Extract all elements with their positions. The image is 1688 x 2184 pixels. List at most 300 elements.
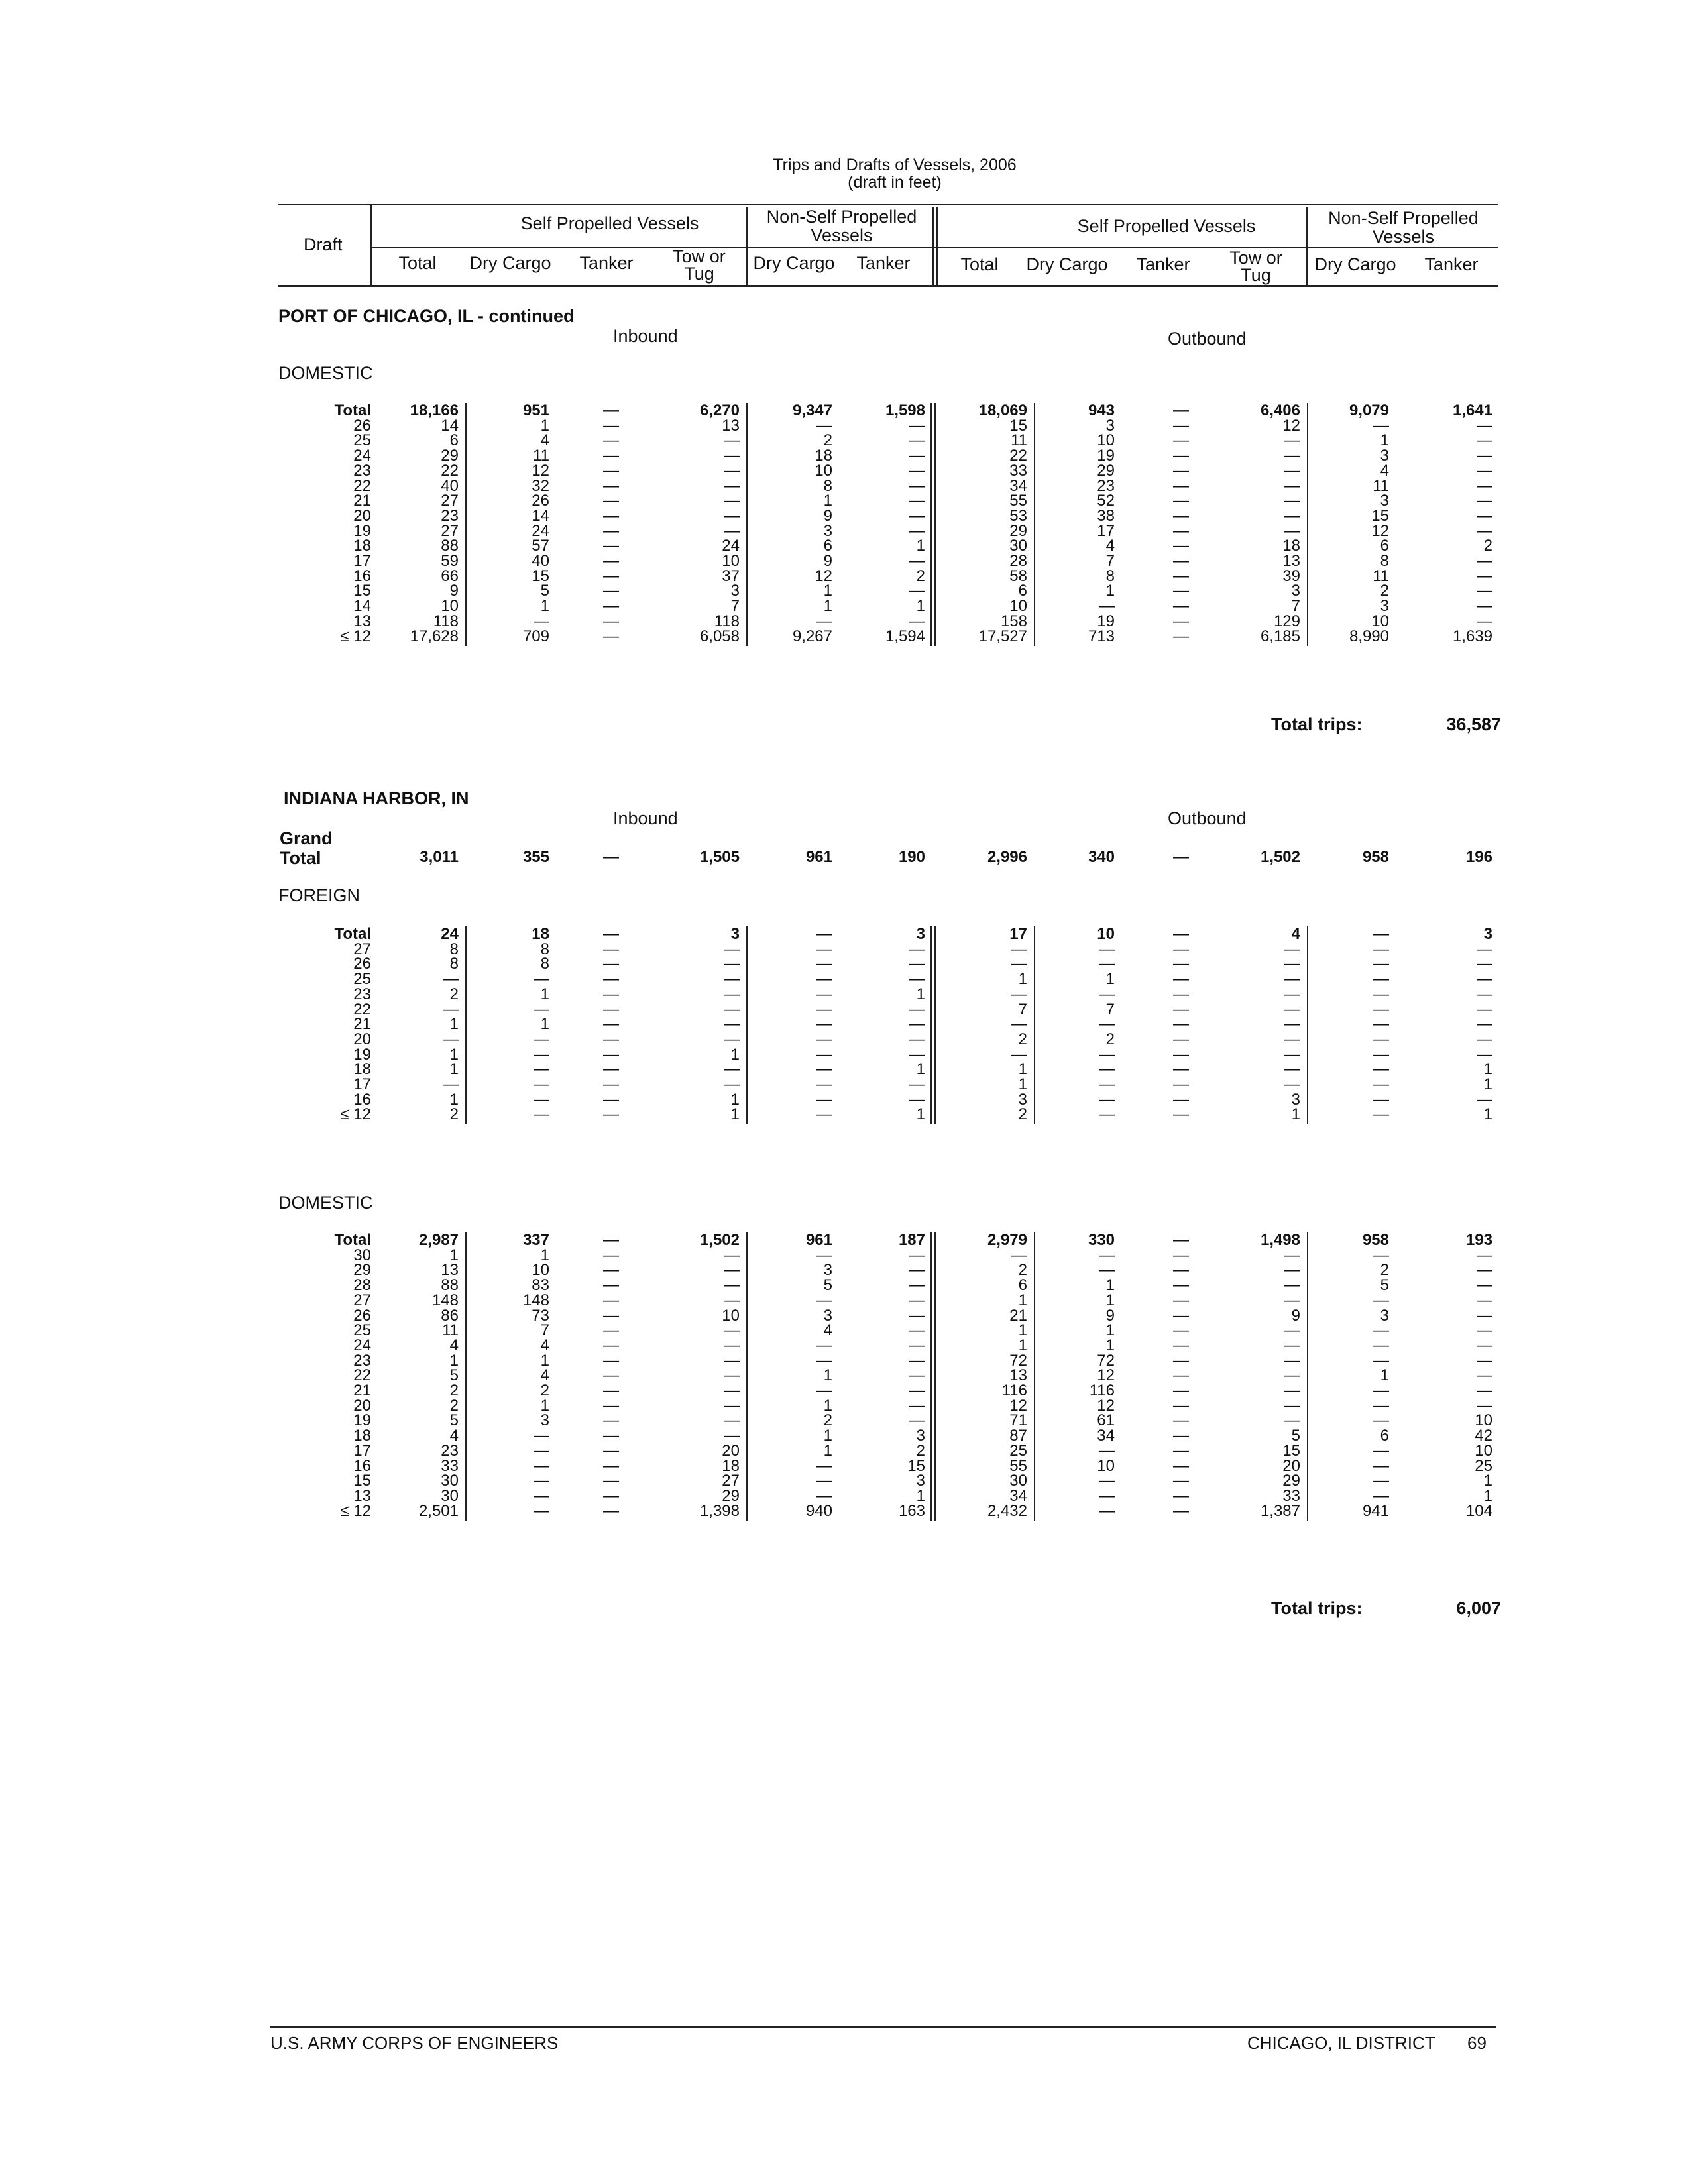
section-inbound-label: Inbound — [613, 326, 678, 346]
total-trips-label: Total trips: — [1271, 1598, 1363, 1618]
table-cell: — — [1373, 1246, 1389, 1264]
table-cell: — — [1173, 1366, 1189, 1385]
table-cell: — — [724, 985, 740, 1003]
grand-total-cell: 958 — [1362, 848, 1389, 866]
table-cell: 5 — [1291, 1427, 1300, 1445]
table-cell: — — [603, 925, 619, 943]
table-cell: 1 — [540, 416, 549, 435]
table-cell: — — [909, 970, 925, 989]
table-cell: 2 — [449, 1105, 459, 1124]
header-nsp-outbound-l2: Vessels — [1372, 227, 1435, 246]
draft-label: 16 — [353, 1090, 371, 1109]
table-cell: — — [1477, 1396, 1492, 1415]
table-cell: — — [724, 1075, 740, 1093]
table-cell: — — [909, 447, 925, 465]
table-cell: 1 — [540, 985, 549, 1003]
table-cell: — — [909, 476, 925, 495]
table-cell: 6 — [1380, 1427, 1389, 1445]
table-cell: — — [603, 1105, 619, 1124]
table-cell: 3 — [1105, 416, 1115, 435]
table-cell: 17 — [1009, 925, 1027, 943]
table-cell: — — [1284, 970, 1300, 989]
table-cell: 1,387 — [1260, 1502, 1300, 1520]
table-cell: — — [1284, 1336, 1300, 1354]
table-cell: — — [1373, 1030, 1389, 1048]
table-cell: 34 — [1009, 1486, 1027, 1505]
draft-label: 25 — [353, 431, 371, 450]
table-cell: 1 — [823, 1441, 832, 1460]
table-cell: — — [909, 552, 925, 570]
draft-label: 24 — [353, 447, 371, 465]
table-cell: — — [1477, 955, 1492, 973]
table-cell: — — [603, 627, 619, 645]
table-cell: 25 — [1475, 1456, 1492, 1475]
table-cell: — — [1284, 1261, 1300, 1280]
table-cell: 57 — [532, 537, 549, 555]
table-cell: 30 — [441, 1472, 459, 1490]
table-cell: — — [909, 1336, 925, 1354]
table-cell: 19 — [1097, 612, 1115, 630]
table-cell: — — [724, 1366, 740, 1385]
table-cell: — — [909, 940, 925, 958]
table-cell: 1 — [1018, 1291, 1027, 1309]
table-cell: — — [724, 492, 740, 510]
table-cell: — — [603, 1411, 619, 1430]
total-trips-value: 36,587 — [1446, 714, 1501, 734]
table-cell: 6,406 — [1260, 402, 1300, 419]
table-cell: 2 — [540, 1382, 549, 1399]
table-cell: 40 — [441, 476, 459, 495]
table-cell: — — [1099, 1075, 1115, 1093]
table-cell: — — [816, 1291, 832, 1309]
table-cell: — — [1373, 1456, 1389, 1475]
table-cell: — — [443, 1000, 459, 1018]
table-cell: — — [534, 1060, 549, 1079]
table-cell: 10 — [815, 461, 832, 480]
table-cell: 2 — [916, 567, 925, 585]
grand-total-cell: — — [603, 848, 619, 866]
table-cell: 1 — [1105, 970, 1115, 989]
table-cell: 1,398 — [699, 1502, 740, 1520]
table-cell: — — [1173, 582, 1189, 600]
draft-label: 21 — [353, 492, 371, 510]
table-cell: — — [1284, 1291, 1300, 1309]
table-cell: — — [1373, 1015, 1389, 1034]
table-cell: — — [443, 1075, 459, 1093]
table-cell: — — [1373, 1382, 1389, 1399]
table-cell: — — [816, 1472, 832, 1490]
draft-label: 14 — [353, 597, 371, 616]
table-cell: — — [1173, 461, 1189, 480]
table-cell: — — [1011, 1246, 1027, 1264]
table-cell: — — [1173, 627, 1189, 645]
table-cell: — — [1099, 1246, 1115, 1264]
table-cell: — — [816, 612, 832, 630]
draft-label: 25 — [353, 970, 371, 989]
table-cell: — — [534, 612, 549, 630]
table-cell: 10 — [441, 597, 459, 616]
table-cell: 2 — [1483, 537, 1492, 555]
table-cell: 10 — [532, 1261, 549, 1280]
table-cell: 15 — [907, 1456, 925, 1475]
table-cell: 10 — [1371, 612, 1389, 630]
grand-total-cell: 340 — [1088, 848, 1115, 866]
table-cell: 8 — [1380, 552, 1389, 570]
table-cell: — — [1373, 1396, 1389, 1415]
table-cell: — — [1173, 567, 1189, 585]
table-cell: — — [724, 1427, 740, 1445]
table-cell: 10 — [1475, 1411, 1492, 1430]
table-cell: 6,270 — [699, 402, 740, 419]
table-cell: 4 — [1105, 537, 1115, 555]
table-cell: 3 — [823, 1261, 832, 1280]
table-cell: — — [1173, 447, 1189, 465]
table-cell: 709 — [522, 627, 549, 645]
draft-label: 20 — [353, 506, 371, 525]
table-cell: 12 — [1097, 1396, 1115, 1415]
table-cell: 1 — [540, 597, 549, 616]
table-cell: 1 — [916, 1486, 925, 1505]
table-cell: 4 — [1291, 925, 1300, 943]
table-cell: 8 — [540, 940, 549, 958]
table-cell: 7 — [730, 597, 740, 616]
table-cell: 958 — [1362, 1231, 1389, 1249]
table-cell: — — [1099, 1060, 1115, 1079]
table-cell: — — [724, 1396, 740, 1415]
table-cell: 7 — [1105, 1000, 1115, 1018]
table-cell: — — [724, 1382, 740, 1399]
table-cell: — — [1477, 1246, 1492, 1264]
grand-total-cell: 961 — [805, 848, 832, 866]
draft-label: 16 — [353, 1456, 371, 1475]
draft-label: 19 — [353, 1411, 371, 1430]
table-cell: — — [1173, 506, 1189, 525]
table-cell: — — [1173, 1351, 1189, 1370]
table-cell: — — [1173, 597, 1189, 616]
table-cell: 10 — [1009, 597, 1027, 616]
table-cell: — — [1284, 940, 1300, 958]
table-cell: 29 — [722, 1486, 740, 1505]
table-cell: — — [1284, 1396, 1300, 1415]
table-cell: 25 — [1009, 1441, 1027, 1460]
table-cell: — — [443, 1030, 459, 1048]
table-cell: — — [534, 1456, 549, 1475]
column-divider — [930, 926, 936, 1124]
table-cell: 1,641 — [1452, 402, 1492, 419]
table-cell: 19 — [1097, 447, 1115, 465]
table-cell: — — [603, 402, 619, 419]
table-cell: 1 — [1105, 1321, 1115, 1340]
table-cell: 21 — [1009, 1306, 1027, 1325]
table-cell: 53 — [1009, 506, 1027, 525]
table-cell: 3 — [1380, 492, 1389, 510]
table-cell: — — [1099, 1502, 1115, 1520]
table-cell: 1 — [449, 1090, 459, 1109]
table-cell: — — [1284, 1075, 1300, 1093]
table-cell: — — [724, 940, 740, 958]
table-cell: — — [724, 431, 740, 450]
table-cell: 13 — [1282, 552, 1300, 570]
table-cell: 11 — [1011, 431, 1027, 450]
table-cell: — — [1373, 1336, 1389, 1354]
table-cell: — — [603, 447, 619, 465]
table-cell: 1 — [540, 1396, 549, 1415]
table-cell: 15 — [1371, 506, 1389, 525]
table-cell: — — [1173, 1276, 1189, 1295]
table-cell: 713 — [1088, 627, 1115, 645]
draft-label: 30 — [353, 1246, 371, 1264]
table-cell: 118 — [714, 612, 740, 630]
table-cell: — — [603, 1472, 619, 1490]
table-cell: — — [603, 567, 619, 585]
table-cell: 32 — [532, 476, 549, 495]
table-cell: 1 — [1483, 1472, 1492, 1490]
table-cell: — — [909, 506, 925, 525]
table-cell: 2 — [1018, 1030, 1027, 1048]
table-cell: 12 — [1282, 416, 1300, 435]
table-cell: — — [909, 416, 925, 435]
table-cell: 87 — [1009, 1427, 1027, 1445]
draft-label: Total — [334, 925, 371, 943]
table-cell: 39 — [1282, 567, 1300, 585]
col-header-dry-cargo-out: Dry Cargo — [1026, 254, 1108, 274]
table-cell: 71 — [1009, 1411, 1027, 1430]
table-cell: 2,979 — [987, 1231, 1027, 1249]
table-cell: 5 — [823, 1276, 832, 1295]
table-cell: — — [1477, 447, 1492, 465]
draft-label: 28 — [353, 1276, 371, 1295]
col-header-tow-out-l1: Tow or — [1229, 248, 1282, 268]
table-cell: 88 — [441, 537, 459, 555]
draft-label: 15 — [353, 582, 371, 600]
table-cell: 1 — [730, 1090, 740, 1109]
table-cell: 10 — [722, 552, 740, 570]
table-cell: 8,990 — [1349, 627, 1389, 645]
table-cell: 11 — [1373, 567, 1389, 585]
table-cell: — — [603, 970, 619, 989]
table-cell: — — [909, 1411, 925, 1430]
table-cell: 9,347 — [792, 402, 832, 419]
table-cell: — — [816, 1015, 832, 1034]
table-cell: — — [816, 1486, 832, 1505]
table-cell: — — [816, 925, 832, 943]
table-cell: — — [909, 582, 925, 600]
table-cell: — — [603, 1351, 619, 1370]
table-cell: — — [816, 1045, 832, 1064]
page-number: 69 — [1467, 2033, 1487, 2053]
table-cell: — — [1011, 1045, 1027, 1064]
table-cell: — — [603, 597, 619, 616]
table-cell: 3 — [1380, 1306, 1389, 1325]
table-cell: 17 — [1097, 521, 1115, 540]
draft-label: Total — [334, 1231, 371, 1249]
table-cell: 1 — [823, 597, 832, 616]
table-cell: — — [1173, 476, 1189, 495]
table-cell: 7 — [1018, 1000, 1027, 1018]
col-header-total-out: Total — [960, 254, 999, 274]
draft-label: 23 — [353, 1351, 371, 1370]
table-cell: 58 — [1009, 567, 1027, 585]
column-divider — [1034, 1232, 1035, 1521]
table-cell: 148 — [431, 1291, 459, 1309]
table-cell: — — [1099, 985, 1115, 1003]
draft-label: 17 — [353, 1075, 371, 1093]
table-cell: — — [603, 1382, 619, 1399]
table-cell: — — [816, 1105, 832, 1124]
table-cell: 1 — [1380, 431, 1389, 450]
table-cell: — — [534, 1502, 549, 1520]
table-cell: 1,639 — [1452, 627, 1492, 645]
table-cell: 3 — [1380, 597, 1389, 616]
table-cell: 3 — [823, 521, 832, 540]
draft-label: 26 — [353, 1306, 371, 1325]
table-cell: 86 — [441, 1306, 459, 1325]
table-cell: — — [534, 970, 549, 989]
table-cell: 55 — [1009, 1456, 1027, 1475]
table-cell: — — [724, 1000, 740, 1018]
table-cell: — — [534, 1486, 549, 1505]
table-cell: — — [1173, 1261, 1189, 1280]
table-cell: 18 — [722, 1456, 740, 1475]
draft-label: 13 — [353, 612, 371, 630]
table-cell: — — [1173, 1411, 1189, 1430]
table-cell: 11 — [1373, 476, 1389, 495]
table-cell: — — [1373, 940, 1389, 958]
table-cell: 1 — [916, 597, 925, 616]
total-trips-value: 6,007 — [1456, 1598, 1501, 1618]
table-cell: — — [1173, 1306, 1189, 1325]
table-cell: — — [909, 1261, 925, 1280]
draft-label: 18 — [353, 537, 371, 555]
table-cell: — — [1284, 1351, 1300, 1370]
table-cell: 59 — [441, 552, 459, 570]
grand-total-cell: — — [1173, 848, 1189, 866]
table-cell: 6,058 — [699, 627, 740, 645]
header-bottom-rule — [278, 285, 1498, 287]
table-cell: 1 — [1018, 1075, 1027, 1093]
table-cell: 42 — [1475, 1427, 1492, 1445]
table-cell: — — [1477, 1306, 1492, 1325]
table-cell: — — [1477, 1382, 1492, 1399]
table-cell: — — [909, 955, 925, 973]
draft-label: 23 — [353, 461, 371, 480]
table-cell: 17,527 — [978, 627, 1027, 645]
table-cell: — — [1173, 1090, 1189, 1109]
table-cell: — — [603, 521, 619, 540]
table-cell: 2 — [916, 1441, 925, 1460]
table-cell: — — [1173, 925, 1189, 943]
table-cell: — — [1477, 1366, 1492, 1385]
table-cell: 1 — [916, 1105, 925, 1124]
table-cell: — — [534, 1030, 549, 1048]
table-cell: 9 — [823, 506, 832, 525]
table-cell: 1 — [730, 1045, 740, 1064]
grand-total-cell: 1,505 — [699, 848, 740, 866]
header-draft: Draft — [304, 235, 343, 254]
table-cell: — — [816, 1060, 832, 1079]
table-cell: — — [724, 1351, 740, 1370]
table-cell: 6 — [1380, 537, 1389, 555]
table-cell: 24 — [722, 537, 740, 555]
table-cell: 9 — [823, 552, 832, 570]
draft-label: 26 — [353, 416, 371, 435]
table-cell: 2 — [449, 1396, 459, 1415]
footer-agency: U.S. ARMY CORPS OF ENGINEERS — [270, 2033, 559, 2053]
table-cell: 4 — [540, 1366, 549, 1385]
table-cell: 22 — [1009, 447, 1027, 465]
column-divider — [465, 926, 467, 1124]
draft-label: ≤ 12 — [340, 1502, 371, 1520]
table-cell: — — [603, 1486, 619, 1505]
table-cell: — — [1284, 476, 1300, 495]
table-cell: — — [1173, 1472, 1189, 1490]
col-header-np-tanker-in: Tanker — [856, 253, 911, 273]
table-cell: 1 — [823, 1396, 832, 1415]
table-cell: — — [816, 416, 832, 435]
grand-total-cell: 1,502 — [1260, 848, 1300, 866]
table-cell: — — [1477, 506, 1492, 525]
table-cell: — — [1373, 1105, 1389, 1124]
table-cell: 193 — [1465, 1231, 1492, 1249]
table-cell: — — [724, 1060, 740, 1079]
table-subtitle: (draft in feet) — [848, 173, 942, 191]
table-cell: — — [816, 955, 832, 973]
table-cell: 9,079 — [1349, 402, 1389, 419]
table-cell: — — [1173, 1321, 1189, 1340]
column-divider — [930, 1232, 936, 1521]
table-cell: — — [1284, 1030, 1300, 1048]
column-divider — [1034, 403, 1035, 646]
header-draft-divider — [370, 204, 372, 286]
table-cell: 1 — [1105, 1276, 1115, 1295]
table-cell: — — [1284, 431, 1300, 450]
table-cell: 3 — [1291, 1090, 1300, 1109]
header-self-propelled-inbound: Self Propelled Vessels — [520, 213, 699, 233]
table-cell: — — [1477, 1045, 1492, 1064]
table-cell: — — [816, 1075, 832, 1093]
table-cell: 1 — [1291, 1105, 1300, 1124]
table-cell: 27 — [441, 492, 459, 510]
table-cell: 24 — [441, 925, 459, 943]
table-cell: 1 — [823, 582, 832, 600]
total-trips-label: Total trips: — [1271, 714, 1363, 734]
table-cell: — — [1477, 552, 1492, 570]
table-cell: — — [724, 1336, 740, 1354]
table-cell: — — [1173, 1105, 1189, 1124]
table-cell: — — [1173, 416, 1189, 435]
table-cell: 3 — [916, 1427, 925, 1445]
draft-label: 20 — [353, 1396, 371, 1415]
table-cell: 1 — [1483, 1105, 1492, 1124]
draft-label: 16 — [353, 567, 371, 585]
table-cell: 1 — [1483, 1486, 1492, 1505]
column-divider — [465, 1232, 467, 1521]
table-cell: 33 — [441, 1456, 459, 1475]
table-cell: 1 — [449, 1015, 459, 1034]
table-cell: 3 — [730, 925, 740, 943]
table-cell: — — [1173, 1000, 1189, 1018]
table-cell: — — [1173, 552, 1189, 570]
table-cell: — — [724, 461, 740, 480]
table-cell: — — [816, 1246, 832, 1264]
table-cell: 7 — [540, 1321, 549, 1340]
table-cell: — — [1099, 1105, 1115, 1124]
table-cell: 3 — [1291, 582, 1300, 600]
table-cell: — — [1099, 1045, 1115, 1064]
table-cell: — — [909, 1276, 925, 1295]
table-cell: 11 — [533, 447, 549, 465]
table-cell: 7 — [1105, 552, 1115, 570]
